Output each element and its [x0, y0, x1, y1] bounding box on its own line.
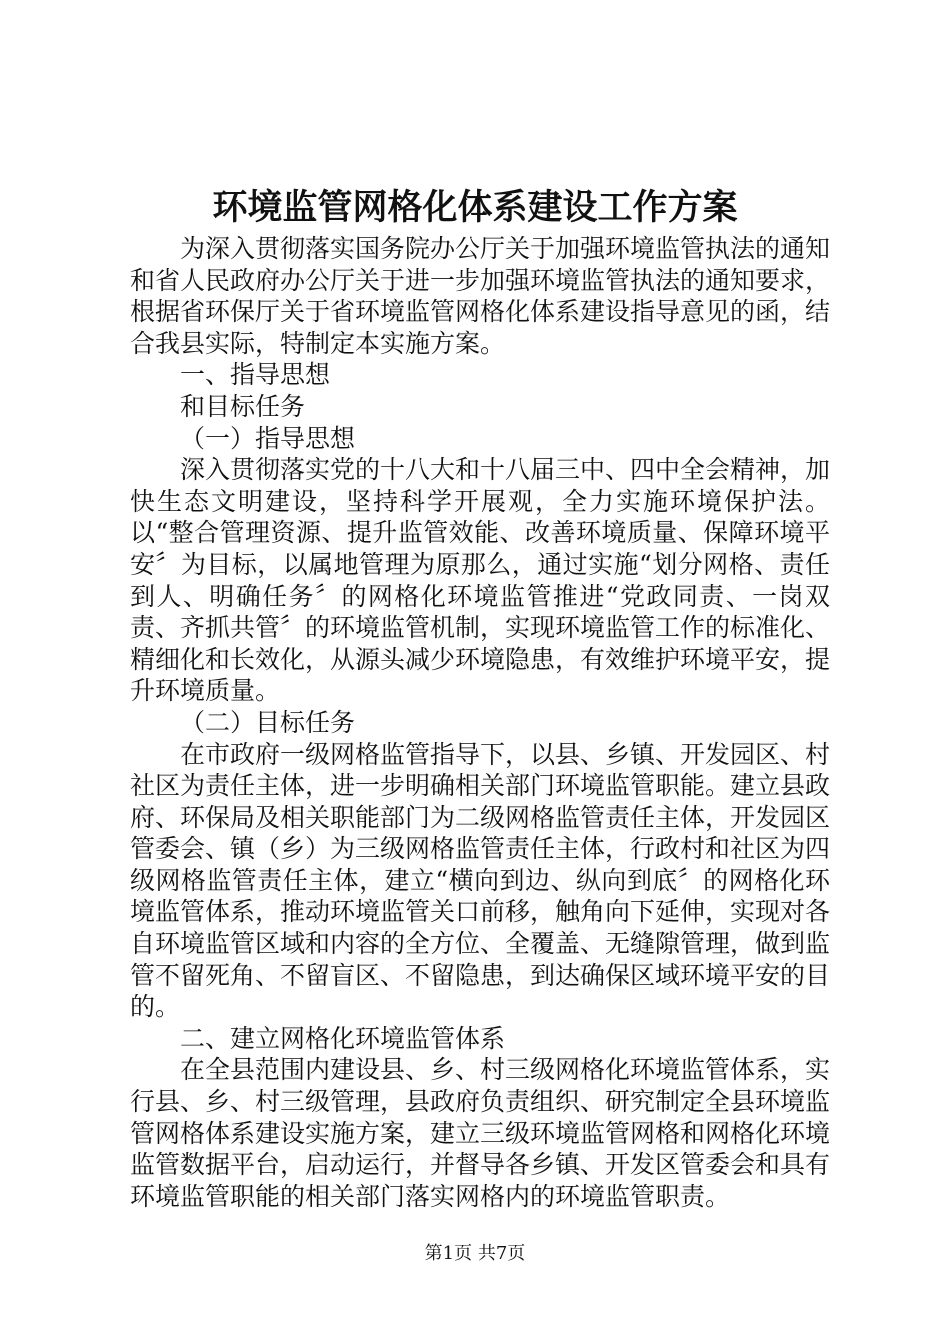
page-footer: 第1页 共7页: [424, 1243, 526, 1264]
section-heading-continued: 和目标任务: [180, 391, 306, 421]
guiding-paragraph: 深入贯彻落实党的十八大和十八届三中、四中全会精神，加快生态文明建设，坚持科学开展观，全力实施环境保护法。以“整合管理资源、提升监管效能、改善环境质量、保障环境平安〞为目标，以属地管理为原那么，通过实施“划分网格、责任到人、明确任务〞的网格化环境监管推进“党政同责、一岗双责、齐抓共管〞的环境监管机制，实现环境监管工作的标准化、精细化和长效化，从源头减少环境隐患，有效维护环境平安，提升环境质量。: [130, 455, 831, 706]
system-paragraph: 在全县范围内建设县、乡、村三级网格化环境监管体系，实行县、乡、村三级管理，县政府负责组织、研究制定全县环境监管网格体系建设实施方案，建立三级环境监管网格和网格化环境监管数据平台，启动运行，并督导各乡镇、开发区管委会和具有环境监管职能的相关部门落实网格内的环境监管职责。: [130, 1055, 831, 1211]
subsection-heading-guiding: （一）指导思想: [180, 423, 356, 453]
subsection-heading-goals: （二）目标任务: [180, 707, 356, 737]
section-heading-system: 二、建立网格化环境监管体系: [180, 1023, 506, 1053]
goals-paragraph: 在市政府一级网格监管指导下，以县、乡镇、开发园区、村社区为责任主体，进一步明确相关部门环境监管职能。建立县政府、环保局及相关职能部门为二级网格监管责任主体，开发园区管委会、镇（乡）为三级网格监管责任主体，行政村和社区为四级网格监管责任主体，建立“横向到边、纵向到底〞的网格化环境监管体系，推动环境监管关口前移，触角向下延伸，实现对各自环境监管区域和内容的全方位、全覆盖、无缝隙管理，做到监管不留死角、不留盲区、不留隐患，到达确保区域环境平安的目的。: [130, 739, 831, 1022]
intro-paragraph: 为深入贯彻落实国务院办公厅关于加强环境监管执法的通知和省人民政府办公厅关于进一步加强环境监管执法的通知要求，根据省环保厅关于省环境监管网格化体系建设指导意见的函，结合我县实际，特制定本实施方案。: [130, 234, 831, 358]
section-heading-guiding: 一、指导思想: [180, 360, 331, 390]
document-body: [130, 233, 830, 1212]
document-title: 环境监管网格化体系建设工作方案: [212, 188, 738, 228]
